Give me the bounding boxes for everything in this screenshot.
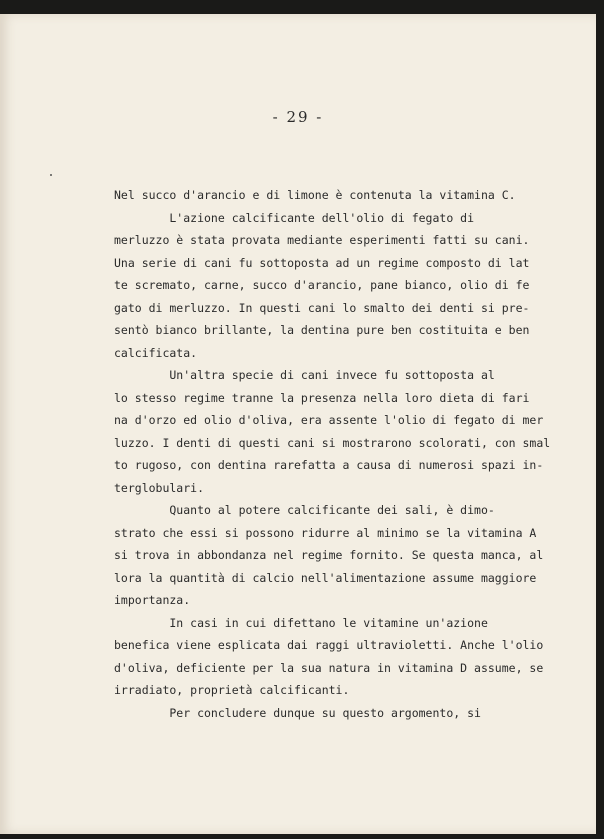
text-line: lo stesso regime tranne la presenza nella loro dieta di fari	[114, 390, 530, 405]
text-line: te scremato, carne, succo d'arancio, pane bianco, olio di fe	[114, 278, 530, 292]
text-line: si trova in abbondanza nel regime fornito. Se questa manca, al	[114, 548, 544, 562]
text-line: luzzo. I denti di questi cani si mostrarono scolorati, con smal	[114, 435, 551, 450]
text-line: to rugoso, con dentina rarefatta a causa di numerosi spazi in-	[114, 458, 544, 472]
text-line: d'oliva, deficiente per la sua natura in vitamina D assume, se	[114, 660, 544, 675]
text-line: In casi in cui difettano le vitamine un'azione	[114, 615, 488, 630]
text-line: importanza.	[114, 593, 191, 607]
text-line: Una serie di cani fu sottoposta ad un regime composto di lat	[114, 255, 530, 270]
text-line: gato di merluzzo. In questi cani lo smalto dei denti si pre-	[114, 300, 530, 315]
text-line: terglobulari.	[114, 480, 205, 495]
text-line: calcificata.	[114, 345, 198, 360]
body-text	[114, 184, 554, 724]
margin-mark	[50, 174, 52, 176]
text-line: Per concludere dunque su questo argomento, si	[114, 705, 481, 720]
text-line: strato che essi si possono ridurre al minimo se la vitamina A	[114, 525, 537, 540]
text-line: Nel succo d'arancio e di limone è contenuta la vitamina C.	[114, 188, 516, 202]
text-line: Un'altra specie di cani invece fu sottoposta al	[114, 368, 495, 382]
text-line: sentò bianco brillante, la dentina pure ben costituita e ben	[114, 323, 530, 337]
text-line: benefica viene esplicata dai raggi ultravioletti. Anche l'olio	[114, 638, 544, 652]
text-line: Quanto al potere calcificante dei sali, è dimo-	[114, 503, 495, 517]
text-line: irradiato, proprietà calcificanti.	[114, 683, 350, 697]
text-line: L'azione calcificante dell'olio di fegato di	[114, 210, 475, 225]
page-number: - 29 -	[272, 108, 324, 126]
text-line: merluzzo è stata provata mediante esperimenti fatti su cani.	[114, 233, 530, 247]
text-line: lora la quantità di calcio nell'alimentazione assume maggiore	[114, 570, 537, 585]
text-line: na d'orzo ed olio d'oliva, era assente l'olio di fegato di mer	[114, 413, 544, 427]
document-page	[0, 14, 596, 834]
